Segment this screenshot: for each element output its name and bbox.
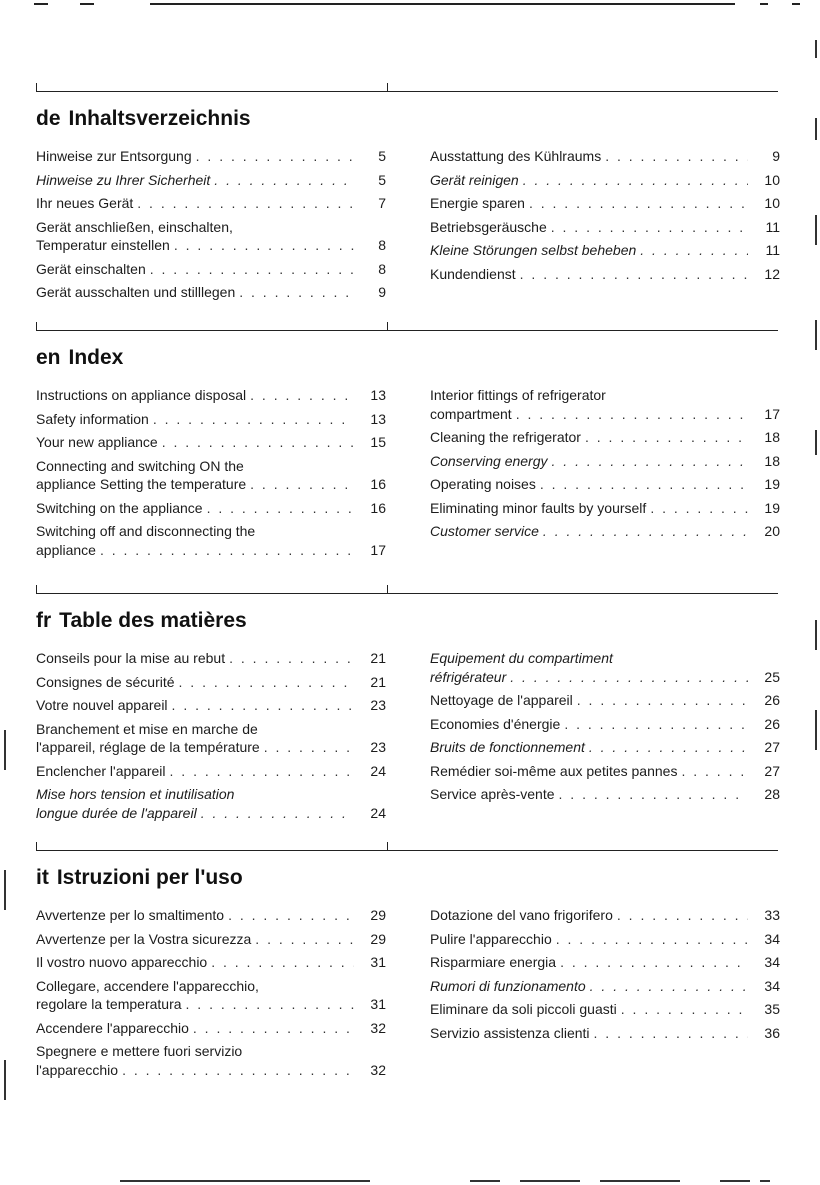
toc-column-left bbox=[36, 386, 386, 564]
toc-column-right bbox=[430, 386, 780, 546]
toc-entry-title: Kundendienst bbox=[430, 265, 516, 282]
toc-entry-page-number: 11 bbox=[765, 242, 780, 258]
dot-leader bbox=[559, 785, 748, 804]
toc-entry-title: Instructions on appliance disposal bbox=[36, 387, 247, 403]
toc-entry-page-number: 27 bbox=[764, 739, 780, 755]
toc-entry[interactable] bbox=[430, 762, 780, 781]
dot-leader bbox=[560, 953, 748, 972]
section-heading bbox=[36, 866, 243, 890]
toc-entry-title: Conserving energy bbox=[430, 452, 548, 469]
toc-entry[interactable] bbox=[430, 241, 780, 260]
dot-leader bbox=[162, 433, 354, 452]
toc-entry-page-number: 24 bbox=[370, 762, 386, 779]
dot-leader bbox=[255, 930, 354, 949]
section-title: Istruzioni per l'uso bbox=[56, 866, 243, 889]
toc-entry-page-number: 26 bbox=[764, 692, 780, 708]
toc-entry[interactable] bbox=[430, 906, 780, 925]
toc-entry-title: Bruits de fonctionnement bbox=[430, 739, 585, 755]
toc-entry-page-number: 33 bbox=[764, 907, 780, 923]
toc-entry-title: Avvertenze per la Vostra sicurezza bbox=[36, 930, 252, 947]
toc-entry[interactable] bbox=[430, 171, 780, 190]
dot-leader bbox=[577, 691, 748, 710]
dot-leader bbox=[211, 953, 354, 972]
dot-leader bbox=[681, 762, 748, 781]
section-heading bbox=[36, 609, 247, 633]
toc-entry-page-number: 19 bbox=[764, 499, 780, 516]
dot-leader bbox=[150, 260, 354, 279]
toc-entry-page-number: 34 bbox=[764, 954, 780, 970]
toc-entry[interactable] bbox=[36, 283, 386, 302]
toc-entry[interactable] bbox=[36, 762, 386, 781]
toc-entry-title: Avvertenze per lo smaltimento bbox=[36, 907, 225, 923]
toc-entry-title: Safety information bbox=[36, 410, 149, 427]
toc-entry-title: Betriebsgeräusche bbox=[430, 218, 547, 235]
dot-leader bbox=[594, 1024, 748, 1043]
dot-leader bbox=[239, 283, 354, 302]
toc-entry[interactable] bbox=[430, 1024, 780, 1043]
language-code: fr bbox=[36, 609, 52, 632]
toc-entry-title: Eliminare da soli piccoli guasti bbox=[430, 1001, 617, 1017]
toc-entry-page-number: 27 bbox=[764, 762, 780, 779]
dot-leader bbox=[122, 1061, 354, 1080]
toc-entry[interactable] bbox=[36, 410, 386, 429]
toc-entry[interactable] bbox=[36, 260, 386, 279]
toc-entry-page-number: 19 bbox=[764, 476, 780, 492]
toc-entry-page-number: 31 bbox=[370, 954, 386, 970]
toc-entry-page-number: 21 bbox=[370, 673, 386, 690]
toc-entry-title: Cleaning the refrigerator bbox=[430, 429, 581, 445]
dot-leader bbox=[264, 738, 354, 757]
toc-entry-page-number: 21 bbox=[370, 650, 386, 666]
toc-entry[interactable] bbox=[36, 673, 386, 692]
toc-entry-title: Economies d'énergie bbox=[430, 715, 561, 732]
dot-leader bbox=[516, 405, 748, 424]
toc-entry-page-number: 24 bbox=[370, 804, 386, 821]
toc-entry[interactable] bbox=[430, 715, 780, 734]
toc-entry-title: Customer service bbox=[430, 523, 539, 539]
dot-leader bbox=[250, 386, 354, 405]
toc-entry[interactable] bbox=[36, 977, 386, 1014]
dot-leader bbox=[153, 410, 354, 429]
dot-leader bbox=[552, 452, 748, 471]
toc-entry-page-number: 5 bbox=[378, 148, 386, 164]
toc-entry-title: compartment bbox=[430, 405, 512, 422]
dot-leader bbox=[543, 522, 748, 541]
toc-entry-page-number: 34 bbox=[764, 930, 780, 947]
dot-leader bbox=[214, 171, 354, 190]
toc-entry-title-line1: Equipement du compartiment bbox=[430, 650, 613, 666]
toc-entry-title: Service après-vente bbox=[430, 786, 555, 802]
toc-entry[interactable] bbox=[430, 953, 780, 972]
toc-entry[interactable] bbox=[430, 428, 780, 447]
toc-entry[interactable] bbox=[36, 696, 386, 715]
dot-leader bbox=[617, 906, 748, 925]
toc-entry-title: Dotazione del vano frigorifero bbox=[430, 907, 613, 923]
toc-entry[interactable] bbox=[430, 386, 780, 423]
dot-leader bbox=[540, 475, 748, 494]
toc-entry-title: Switching on the appliance bbox=[36, 499, 203, 516]
dot-leader bbox=[250, 475, 354, 494]
toc-entry-title: l'apparecchio bbox=[36, 1061, 119, 1078]
toc-entry[interactable] bbox=[430, 649, 780, 686]
toc-entry-page-number: 31 bbox=[370, 996, 386, 1012]
toc-entry-title: Energie sparen bbox=[430, 195, 525, 211]
toc-entry[interactable] bbox=[430, 522, 780, 541]
dot-leader bbox=[201, 804, 354, 823]
toc-entry[interactable] bbox=[36, 649, 386, 668]
toc-entry-title: Rumori di funzionamento bbox=[430, 977, 586, 994]
toc-entry-title: Remédier soi-même aux petites pannes bbox=[430, 762, 678, 779]
toc-entry-title: réfrigérateur bbox=[430, 668, 507, 685]
toc-entry[interactable] bbox=[430, 930, 780, 949]
toc-entry-title: Gerät ausschalten und stilllegen bbox=[36, 284, 236, 300]
dot-leader bbox=[170, 762, 354, 781]
toc-entry[interactable] bbox=[36, 1042, 386, 1079]
toc-entry[interactable] bbox=[36, 953, 386, 972]
toc-entry-title: Conseils pour la mise au rebut bbox=[36, 650, 226, 666]
toc-entry[interactable] bbox=[36, 499, 386, 518]
dot-leader bbox=[585, 428, 748, 447]
toc-entry-page-number: 26 bbox=[764, 715, 780, 732]
toc-entry-title: Nettoyage de l'appareil bbox=[430, 692, 573, 708]
toc-entry-title: Hinweise zu Ihrer Sicherheit bbox=[36, 171, 211, 188]
toc-entry-page-number: 23 bbox=[370, 739, 386, 755]
dot-leader bbox=[605, 147, 748, 166]
dot-leader bbox=[179, 673, 354, 692]
section-rule bbox=[36, 322, 778, 336]
dot-leader bbox=[556, 930, 748, 949]
toc-entry[interactable] bbox=[36, 930, 386, 949]
toc-entry-page-number: 9 bbox=[772, 148, 780, 164]
dot-leader bbox=[229, 649, 354, 668]
toc-entry-title: appliance Setting the temperature bbox=[36, 476, 247, 492]
section-heading bbox=[36, 346, 123, 370]
dot-leader bbox=[137, 194, 354, 213]
dot-leader bbox=[640, 241, 748, 260]
toc-entry[interactable] bbox=[430, 499, 780, 518]
toc-entry-title: Gerät reinigen bbox=[430, 171, 519, 188]
dot-leader bbox=[228, 906, 354, 925]
toc-entry-title-line1: Mise hors tension et inutilisation bbox=[36, 786, 235, 802]
dot-leader bbox=[174, 236, 354, 255]
toc-entry-page-number: 25 bbox=[764, 668, 780, 685]
toc-entry-page-number: 20 bbox=[764, 523, 780, 539]
top-scan-marks bbox=[0, 0, 820, 8]
dot-leader bbox=[589, 738, 748, 757]
dot-leader bbox=[523, 171, 748, 190]
toc-column-right bbox=[430, 649, 780, 809]
dot-leader bbox=[564, 715, 748, 734]
toc-entry[interactable] bbox=[430, 147, 780, 166]
toc-entry-title: Temperatur einstellen bbox=[36, 237, 170, 253]
section-title: Table des matières bbox=[59, 609, 247, 632]
toc-entry-page-number: 28 bbox=[764, 786, 780, 802]
toc-entry-title: Ausstattung des Kühlraums bbox=[430, 148, 602, 164]
dot-leader bbox=[100, 541, 354, 560]
toc-entry-page-number: 17 bbox=[370, 541, 386, 558]
toc-entry[interactable] bbox=[430, 785, 780, 804]
toc-entry[interactable] bbox=[430, 1000, 780, 1019]
toc-entry-page-number: 13 bbox=[370, 410, 386, 427]
toc-entry-page-number: 35 bbox=[764, 1001, 780, 1017]
toc-entry-page-number: 32 bbox=[370, 1061, 386, 1078]
dot-leader bbox=[590, 977, 748, 996]
section-rule bbox=[36, 842, 778, 856]
toc-entry-page-number: 18 bbox=[764, 452, 780, 469]
toc-entry-title: Accendere l'apparecchio bbox=[36, 1019, 189, 1036]
toc-entry-page-number: 12 bbox=[764, 265, 780, 282]
toc-entry-page-number: 29 bbox=[370, 907, 386, 923]
toc-entry-page-number: 7 bbox=[378, 195, 386, 211]
dot-leader bbox=[193, 1019, 354, 1038]
toc-entry[interactable] bbox=[36, 522, 386, 559]
toc-entry[interactable] bbox=[36, 1019, 386, 1038]
toc-entry[interactable] bbox=[430, 265, 780, 284]
toc-entry[interactable] bbox=[36, 147, 386, 166]
section-rule bbox=[36, 83, 778, 97]
toc-entry-title-line1: Spegnere e mettere fuori servizio bbox=[36, 1043, 243, 1059]
section-rule bbox=[36, 585, 778, 599]
toc-entry[interactable] bbox=[430, 194, 780, 213]
bottom-scan-marks bbox=[0, 1180, 820, 1184]
toc-entry-page-number: 34 bbox=[764, 977, 780, 994]
dot-leader bbox=[186, 995, 354, 1014]
section-heading bbox=[36, 107, 251, 131]
toc-entry-page-number: 29 bbox=[370, 930, 386, 947]
toc-entry-page-number: 8 bbox=[378, 260, 386, 277]
toc-column-left bbox=[36, 906, 386, 1084]
dot-leader bbox=[196, 147, 354, 166]
toc-entry-page-number: 16 bbox=[370, 499, 386, 516]
language-code: de bbox=[36, 107, 61, 130]
toc-entry-title: Ihr neues Gerät bbox=[36, 195, 134, 211]
toc-entry[interactable] bbox=[36, 906, 386, 925]
toc-entry-page-number: 10 bbox=[764, 195, 780, 211]
toc-entry-page-number: 17 bbox=[764, 405, 780, 422]
toc-entry[interactable] bbox=[430, 475, 780, 494]
toc-entry-title: Eliminating minor faults by yourself bbox=[430, 499, 647, 516]
toc-entry-page-number: 18 bbox=[764, 429, 780, 445]
toc-column-right bbox=[430, 147, 780, 288]
toc-entry-page-number: 16 bbox=[370, 476, 386, 492]
toc-entry-title: Gerät einschalten bbox=[36, 260, 146, 277]
toc-entry-page-number: 23 bbox=[370, 697, 386, 713]
toc-entry-page-number: 15 bbox=[370, 434, 386, 450]
dot-leader bbox=[551, 218, 748, 237]
toc-entry-title: regolare la temperatura bbox=[36, 996, 182, 1012]
toc-entry-page-number: 36 bbox=[764, 1024, 780, 1041]
toc-entry-title-line1: Gerät anschließen, einschalten, bbox=[36, 218, 233, 235]
language-code: it bbox=[36, 866, 49, 889]
toc-entry-page-number: 11 bbox=[765, 218, 780, 235]
dot-leader bbox=[172, 696, 354, 715]
toc-column-right bbox=[430, 906, 780, 1047]
section-title: Index bbox=[68, 346, 124, 369]
toc-entry[interactable] bbox=[430, 218, 780, 237]
dot-leader bbox=[510, 668, 748, 687]
toc-entry[interactable] bbox=[36, 785, 386, 822]
toc-entry-page-number: 32 bbox=[370, 1019, 386, 1036]
toc-entry[interactable] bbox=[430, 452, 780, 471]
section-title: Inhaltsverzeichnis bbox=[68, 107, 251, 130]
toc-entry-page-number: 8 bbox=[378, 237, 386, 253]
toc-entry-title-line1: Interior fittings of refrigerator bbox=[430, 387, 606, 403]
toc-entry-page-number: 13 bbox=[370, 387, 386, 403]
toc-entry[interactable] bbox=[36, 171, 386, 190]
toc-entry-title: Consignes de sécurité bbox=[36, 673, 175, 690]
toc-entry-title: l'appareil, réglage de la température bbox=[36, 739, 260, 755]
dot-leader bbox=[520, 265, 748, 284]
toc-entry-title: appliance bbox=[36, 541, 96, 558]
toc-entry-title: Servizio assistenza clienti bbox=[430, 1024, 590, 1041]
toc-entry[interactable] bbox=[36, 433, 386, 452]
toc-entry[interactable] bbox=[36, 457, 386, 494]
toc-entry-title: longue durée de l'appareil bbox=[36, 804, 197, 821]
toc-entry-title: Enclencher l'appareil bbox=[36, 762, 166, 779]
toc-entry[interactable] bbox=[36, 720, 386, 757]
toc-entry-page-number: 9 bbox=[378, 284, 386, 300]
toc-column-left bbox=[36, 147, 386, 307]
toc-entry-title: Votre nouvel appareil bbox=[36, 697, 168, 713]
dot-leader bbox=[207, 499, 354, 518]
toc-entry-page-number: 10 bbox=[764, 171, 780, 188]
dot-leader bbox=[529, 194, 748, 213]
toc-entry-title-line1: Branchement et mise en marche de bbox=[36, 720, 258, 737]
language-code: en bbox=[36, 346, 61, 369]
toc-entry[interactable] bbox=[36, 386, 386, 405]
toc-entry-title: Operating noises bbox=[430, 476, 536, 492]
toc-entry[interactable] bbox=[36, 194, 386, 213]
toc-entry[interactable] bbox=[36, 218, 386, 255]
dot-leader bbox=[650, 499, 748, 518]
toc-entry-title: Your new appliance bbox=[36, 434, 158, 450]
toc-entry-title: Il vostro nuovo apparecchio bbox=[36, 954, 208, 970]
toc-entry-page-number: 5 bbox=[378, 171, 386, 188]
toc-entry[interactable] bbox=[430, 977, 780, 996]
toc-entry[interactable] bbox=[430, 738, 780, 757]
toc-entry-title: Kleine Störungen selbst beheben bbox=[430, 242, 637, 258]
toc-entry-title-line1: Collegare, accendere l'apparecchio, bbox=[36, 977, 259, 994]
dot-leader bbox=[621, 1000, 748, 1019]
toc-entry-title-line1: Connecting and switching ON the bbox=[36, 457, 244, 474]
toc-column-left bbox=[36, 649, 386, 827]
toc-entry-title: Hinweise zur Entsorgung bbox=[36, 148, 192, 164]
toc-entry-title: Risparmiare energia bbox=[430, 954, 557, 970]
toc-entry-title-line1: Switching off and disconnecting the bbox=[36, 523, 256, 539]
toc-entry-title: Pulire l'apparecchio bbox=[430, 930, 552, 947]
toc-entry[interactable] bbox=[430, 691, 780, 710]
